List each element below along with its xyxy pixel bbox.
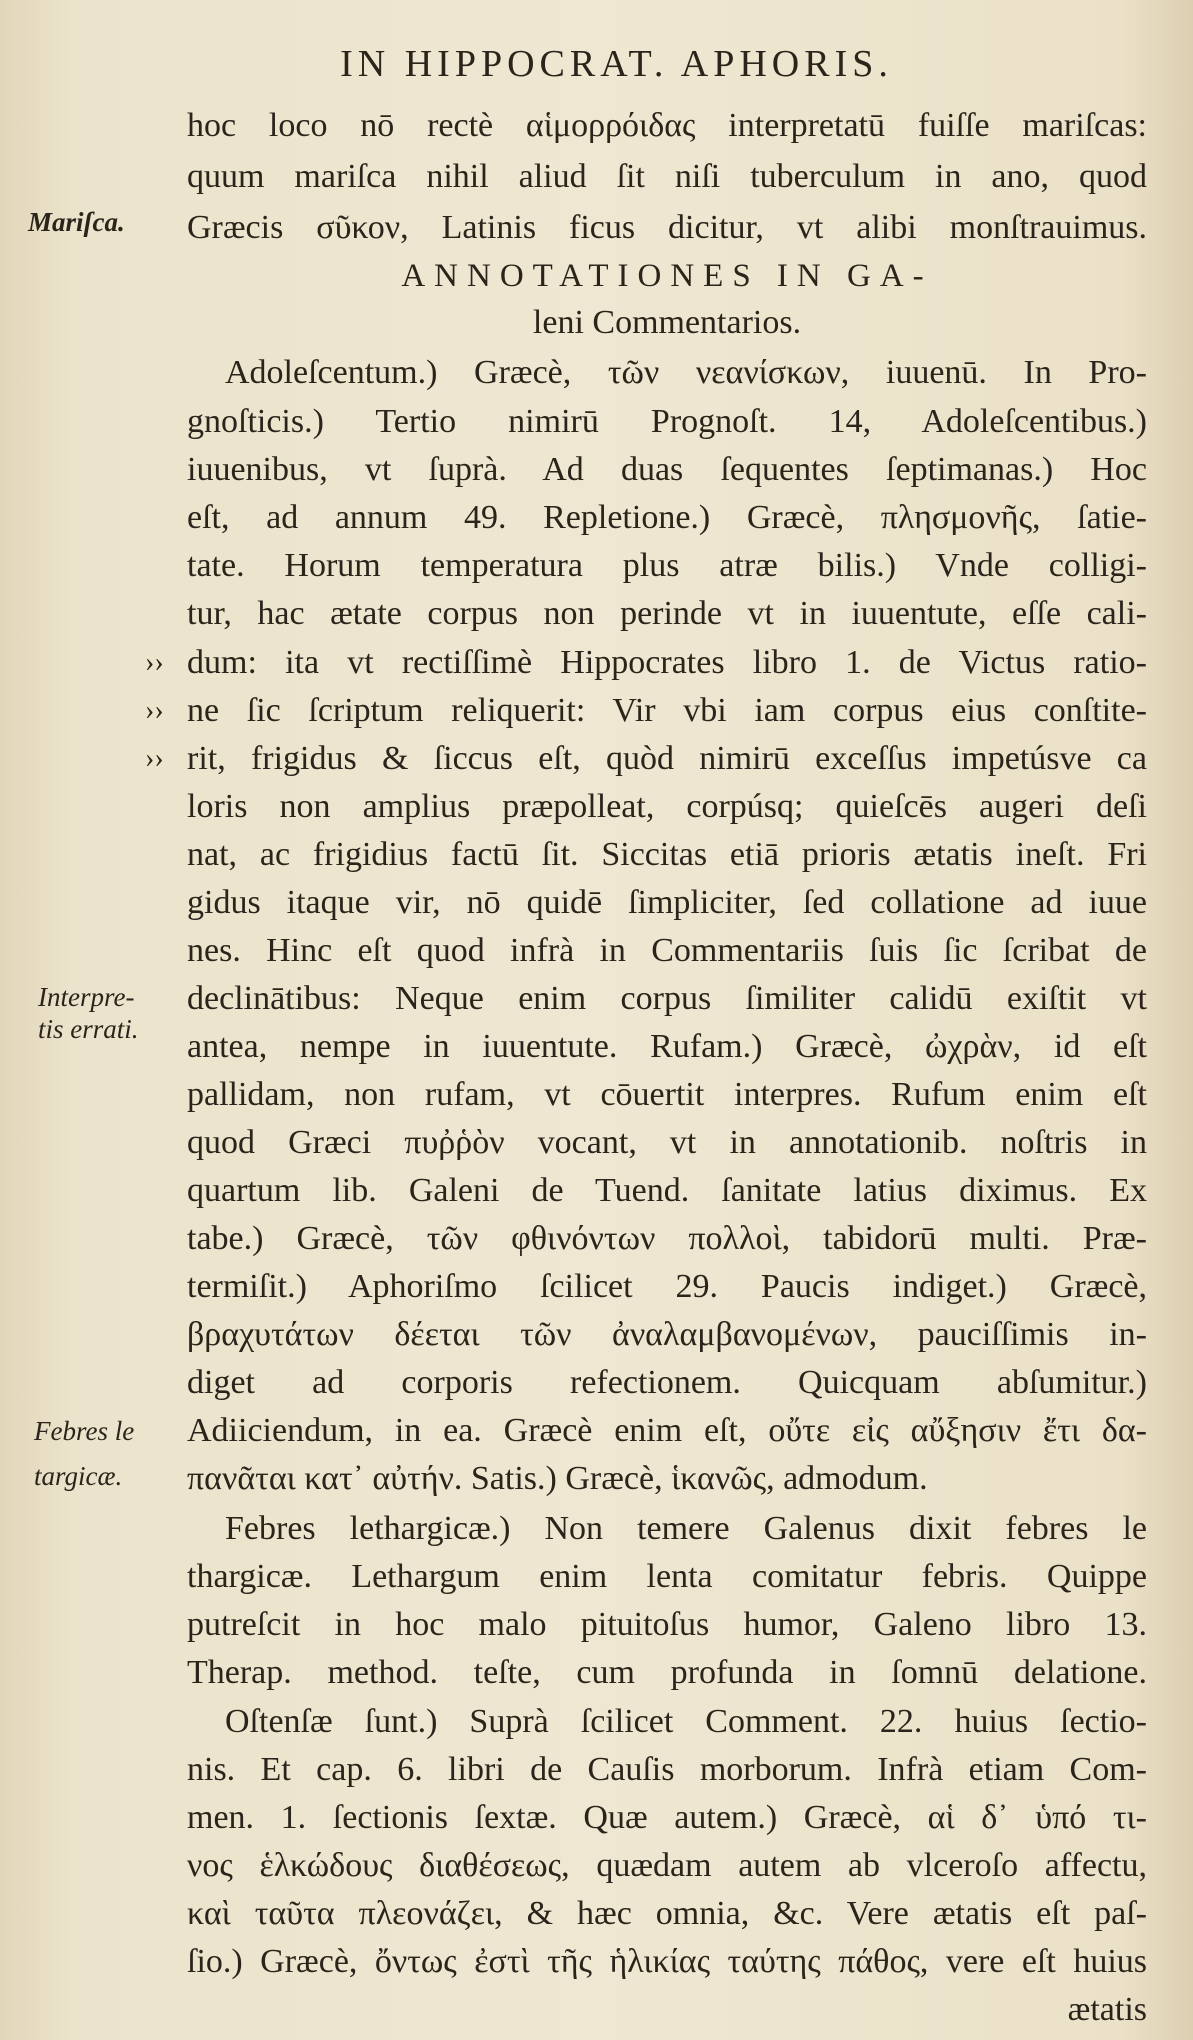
text-line: gidus itaque vir, nō quidē ſimpliciter, ſed collatione ad iuue xyxy=(187,884,1147,921)
text-line: tabe.) Græcè, τῶν φθινόντων πολλοὶ, tabidorū multi. Præ- xyxy=(187,1220,1147,1257)
text-line: thargicæ. Lethargum enim lenta comitatur febris. Quippe xyxy=(187,1558,1147,1595)
text-line: loris non amplius præpolleat, corpúsq; quieſcēs augeri deſi xyxy=(187,788,1147,825)
text-line: diget ad corporis refectionem. Quicquam abſumitur.) xyxy=(187,1364,1147,1401)
text-line: men. 1. ſectionis ſextæ. Quæ autem.) Græcè, αἱ δ᾽ ὑπό τι- xyxy=(187,1799,1147,1836)
margin-note-febres-2: targicæ. xyxy=(34,1461,123,1491)
text-line: βραχυτάτων δέεται τῶν ἀναλαμβανομένων, pauciſſimis in- xyxy=(187,1316,1147,1353)
text-line: iuuenibus, vt ſuprà. Ad duas ſequentes ſeptimanas.) Hoc xyxy=(187,451,1147,488)
text-line: πανᾶται κατ᾽ αὐτήν. Satis.) Græcè, ἱκανῶς, admodum. xyxy=(187,1460,928,1497)
text-line: quum mariſca nihil aliud ſit niſi tuberculum in ano, quod xyxy=(187,158,1147,195)
text-line: nis. Et cap. 6. libri de Cauſis morborum. Infrà etiam Com- xyxy=(187,1751,1147,1788)
text-line: nat, ac frigidius factū ſit. Siccitas etiā prioris ætatis ineſt. Fri xyxy=(187,836,1147,873)
text-line: καὶ ταῦτα πλεονάζει, & hæc omnia, &c. Vere ætatis eſt paſ- xyxy=(187,1895,1147,1932)
text-line: gnoſticis.) Tertio nimirū Prognoſt. 14, Adoleſcentibus.) xyxy=(187,403,1147,440)
text-line: Therap. method. teſte, cum profunda in ſomnū delatione. xyxy=(187,1654,1147,1691)
text-line: tate. Horum temperatura plus atræ bilis.) Vnde colligi- xyxy=(187,547,1147,584)
section-heading-sub: leni Commentarios. xyxy=(532,304,802,341)
text-line: declinātibus: Neque enim corpus ſimiliter calidū exiſtit vt xyxy=(187,980,1147,1017)
catchword: ætatis xyxy=(1067,1991,1147,2028)
text-line: Oſtenſæ ſunt.) Suprà ſcilicet Comment. 22. huius ſectio- xyxy=(225,1703,1147,1740)
text-line: tur, hac ætate corpus non perinde vt in iuuentute, eſſe cali- xyxy=(187,595,1147,632)
text-line: dum: ita vt rectiſſimè Hippocrates libro 1. de Victus ratio- xyxy=(187,644,1147,681)
text-line: eſt, ad annum 49. Repletione.) Græcè, πλησμονῆς, ſatie- xyxy=(187,499,1147,536)
text-line: rit, frigidus & ſiccus eſt, quòd nimirū exceſſus impetúsve ca xyxy=(187,740,1147,777)
text-line: pallidam, non rufam, vt cōuertit interpres. Rufum enim eſt xyxy=(187,1076,1147,1113)
text-line: νος ἑλκώδους διαθέσεως, quædam autem ab vlceroſo affectu, xyxy=(187,1847,1147,1884)
text-line: antea, nempe in iuuentute. Rufam.) Græcè, ὠχρὰν, id eſt xyxy=(187,1028,1147,1065)
text-line: termiſit.) Aphoriſmo ſcilicet 29. Paucis indiget.) Græcè, xyxy=(187,1268,1147,1305)
text-line: nes. Hinc eſt quod infrà in Commentariis ſuis ſic ſcribat de xyxy=(187,932,1147,969)
margin-note-interpretis-1: Interpre- xyxy=(38,982,135,1012)
text-line: ne ſic ſcriptum reliquerit: Vir vbi iam corpus eius conſtite- xyxy=(187,692,1147,729)
margin-note-marisca: Mariſca. xyxy=(28,207,125,237)
quote-mark: ›› xyxy=(145,743,164,774)
text-line: ſio.) Græcè, ὄντως ἐστὶ τῆς ἡλικίας ταύτης πάθος, vere eſt huius xyxy=(187,1943,1147,1980)
margin-note-febres-1: Febres le xyxy=(34,1416,135,1446)
text-line: putreſcit in hoc malo pituitoſus humor, Galeno libro 13. xyxy=(187,1606,1147,1643)
text-line: Febres lethargicæ.) Non temere Galenus dixit febres le xyxy=(225,1510,1147,1547)
text-line: Adoleſcentum.) Græcè, τῶν νεανίσκων, iuuenū. In Pro- xyxy=(225,354,1147,391)
text-line: Adiiciendum, in ea. Græcè enim eſt, οὔτε εἰς αὔξησιν ἔτι δα- xyxy=(187,1412,1147,1449)
margin-note-interpretis-2: tis errati. xyxy=(38,1014,139,1044)
section-heading: ANNOTATIONES IN GA- xyxy=(401,258,933,294)
running-head: IN HIPPOCRAT. APHORIS. xyxy=(340,43,893,85)
quote-mark: ›› xyxy=(145,695,164,726)
text-line: hoc loco nō rectè αἱμορρόιδας interpretatū fuiſſe mariſcas: xyxy=(187,107,1147,144)
quote-mark: ›› xyxy=(145,647,164,678)
text-line: Græcis σῦκον, Latinis ficus dicitur, vt alibi monſtrauimus. xyxy=(187,209,1147,246)
text-line: quartum lib. Galeni de Tuend. ſanitate latius diximus. Ex xyxy=(187,1172,1147,1209)
text-line: quod Græci πυῤῥὸν vocant, vt in annotationib. noſtris in xyxy=(187,1124,1147,1161)
